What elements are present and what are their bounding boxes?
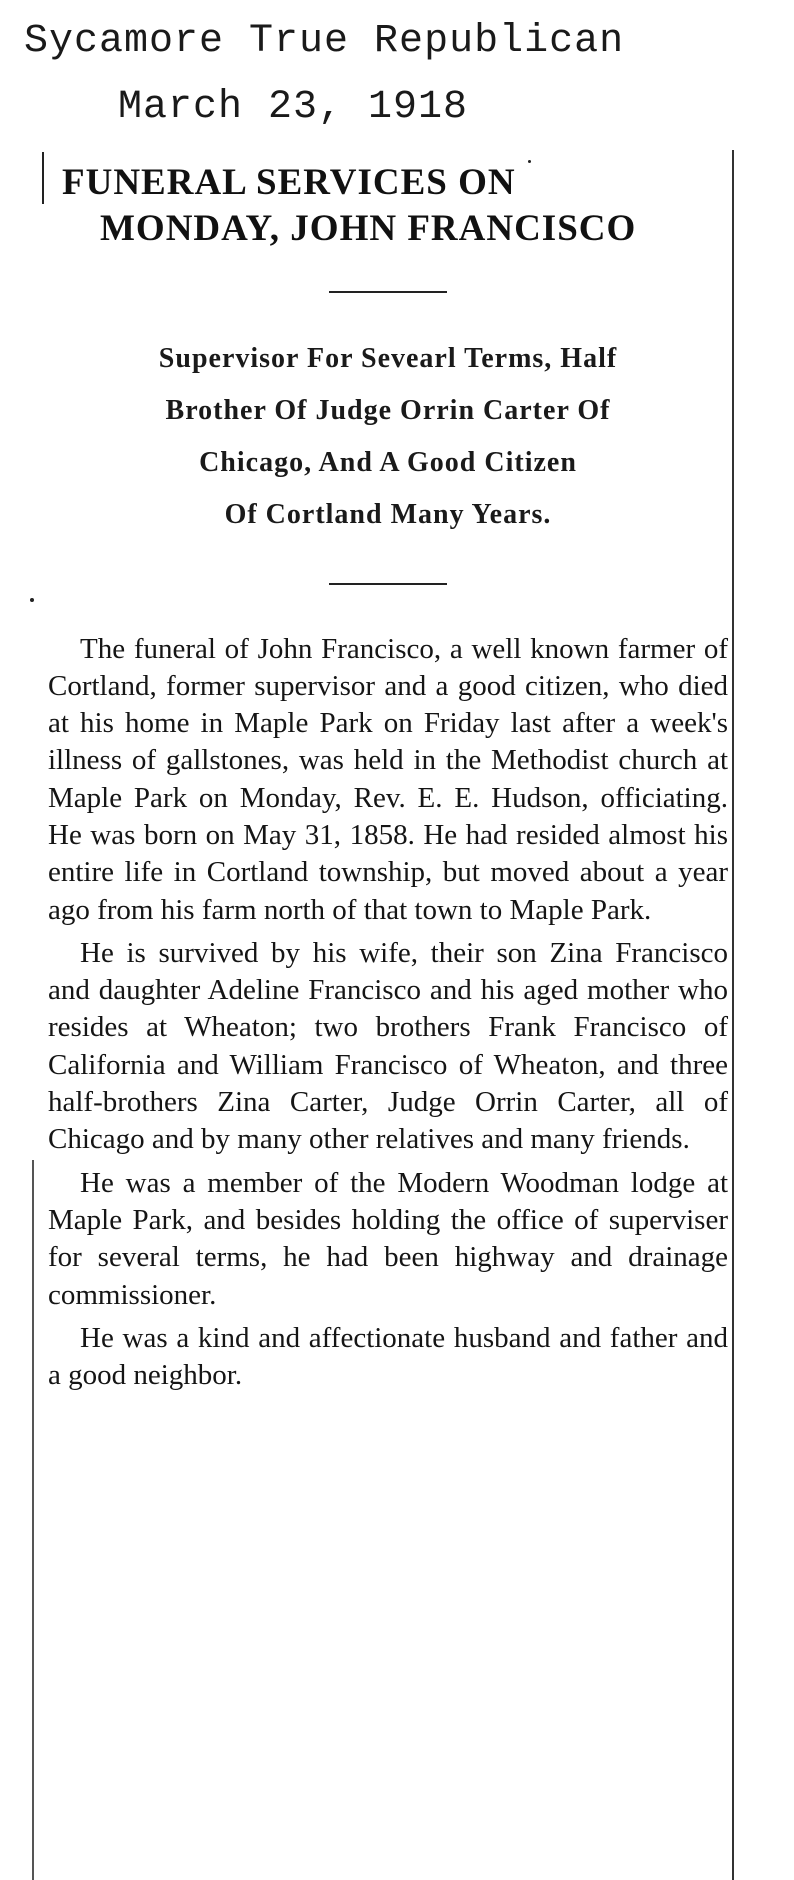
headline [48, 160, 728, 253]
separator-dash-top [329, 291, 447, 293]
deck [48, 333, 728, 541]
newspaper-clipping [48, 160, 728, 1394]
print-speck [528, 160, 531, 163]
print-speck [30, 598, 34, 602]
separator-dash-bottom [329, 583, 447, 585]
headline-line-1: FUNERAL SERVICES ON [62, 162, 516, 203]
headline-line-2: MONDAY, JOHN FRANCISCO [100, 208, 637, 250]
article-paragraph: The funeral of John Francisco, a well known farmer of Cortland, former supervisor and a good citizen, who died at his home in Maple Park on Friday last after a week's illness of gallstones, was held in the Methodist church at Maple Park on Monday, Rev. E. E. Hudson, officiating. He was born on May 31, 1858. He had resided almost his entire life in Cortland township, but moved about a year ago from his farm north of that town to Maple Park. [48, 632, 728, 926]
column-rule-right [732, 150, 734, 1880]
article-paragraph: He was a member of the Modern Woodman lodge at Maple Park, and besides holding the office of superviser for several terms, he had been highway and drainage commissioner. [48, 1166, 728, 1311]
article-paragraph: He was a kind and affectionate husband and father and a good neighbor. [48, 1321, 728, 1392]
article-paragraph: He is survived by his wife, their son Zina Francisco and daughter Adeline Francisco and his aged mother who resides at Wheaton; two brothers Frank Francisco of California and William Francisco of Wheaton, and three half-brothers Zina Carter, Judge Orrin Carter, all of Chicago and by many other relatives and many friends. [48, 936, 728, 1156]
article-body [48, 631, 728, 1395]
column-rule-left-top [42, 152, 44, 204]
deck-line: Of Cortland Many Years. [224, 498, 552, 530]
deck-line: Brother Of Judge Orrin Carter Of [165, 394, 611, 426]
deck-line: Chicago, And A Good Citizen [199, 446, 577, 478]
column-rule-left-bottom [32, 1160, 34, 1880]
source-date: March 23, 1918 [118, 85, 469, 130]
deck-line: Supervisor For Sevearl Terms, Half [158, 342, 618, 374]
source-title: Sycamore True Republican [24, 19, 625, 64]
